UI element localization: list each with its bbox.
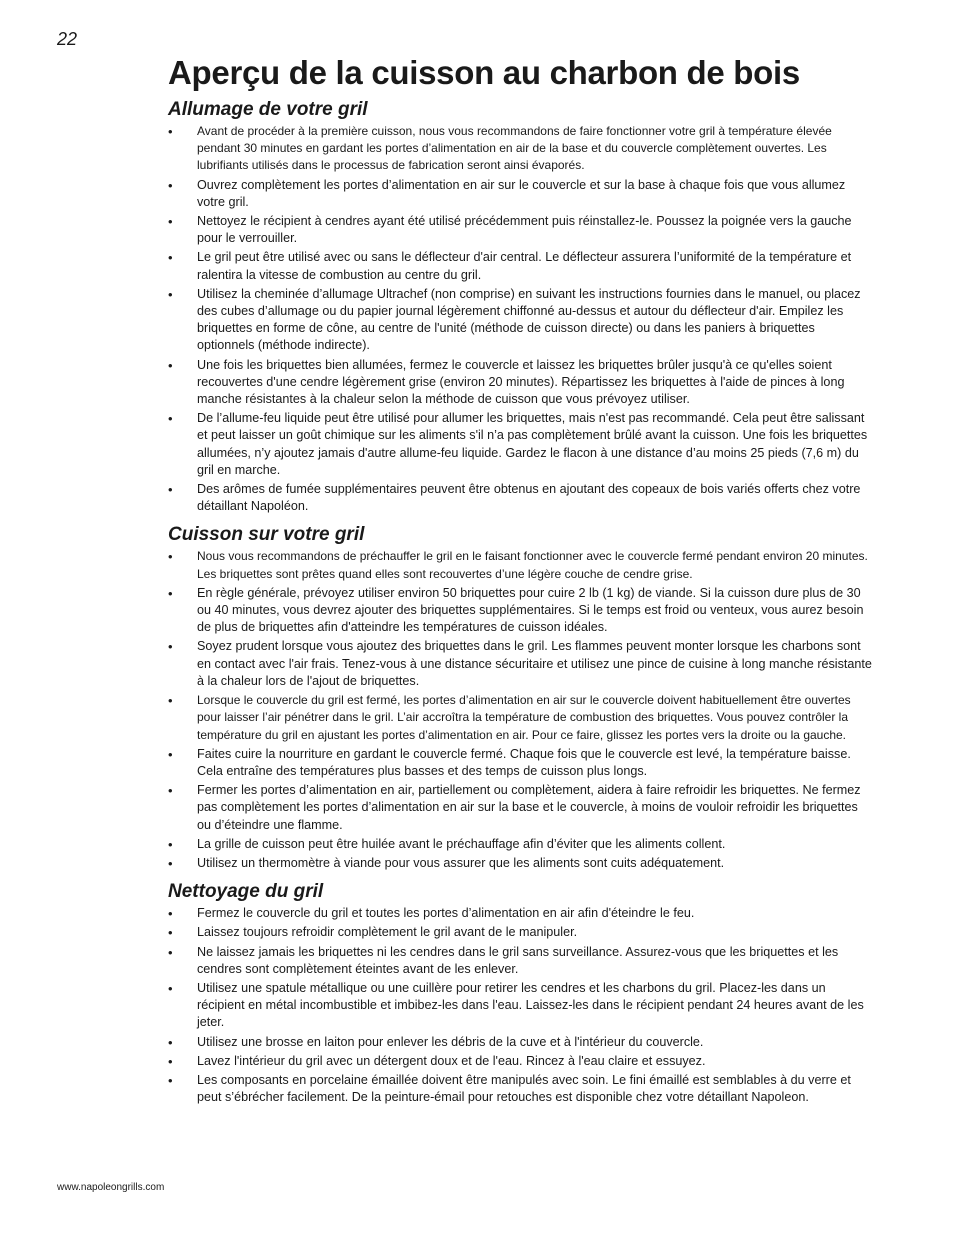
- list-item: • Les composants en porcelaine émaillée doivent être manipulés avec soin. Le fini émaillé est semblables à du verre et peut s’ébrécher facilement. De la peinture-émail pour retouches est disponible chez votre détaillant Napoleon.: [168, 1072, 872, 1106]
- list-item: • Soyez prudent lorsque vous ajoutez des briquettes dans le gril. Les flammes peuvent monter lorsque les charbons sont en contact avec l'air frais. Tenez-vous à une distance sécuritaire et utilisez une pince de cuisine à long manche résistante à la chaleur lors de l'ajout de briquettes.: [168, 638, 872, 690]
- list-item: • Nous vous recommandons de préchauffer le gril en le faisant fonctionner avec le couvercle fermé pendant environ 20 minutes. Les briquettes sont prêtes quand elles sont recouvertes d’une légère couche de cendre grise.: [168, 548, 872, 582]
- bullet-list: [168, 548, 872, 872]
- list-item: • Utilisez un thermomètre à viande pour vous assurer que les aliments sont cuits adéquatement.: [168, 855, 872, 872]
- list-item: • Nettoyez le récipient à cendres ayant été utilisé précédemment puis réinstallez-le. Poussez la poignée vers la gauche pour le verrouiller.: [168, 213, 872, 247]
- footer-url: www.napoleongrills.com: [57, 1182, 165, 1193]
- bullet-list: [168, 905, 872, 1106]
- list-item: • Laissez toujours refroidir complètement le gril avant de le manipuler.: [168, 924, 872, 941]
- list-item: • Utilisez une brosse en laiton pour enlever les débris de la cuve et à l'intérieur du couvercle.: [168, 1034, 872, 1051]
- section-heading: Allumage de votre gril: [168, 99, 368, 120]
- list-item: • Ne laissez jamais les briquettes ni les cendres dans le gril sans surveillance. Assurez-vous que les briquettes et les cendres sont complètement éteintes avant de les enlever.: [168, 944, 872, 978]
- section-allumage: [168, 99, 872, 515]
- list-item: • Utilisez la cheminée d’allumage Ultrachef (non comprise) en suivant les instructions fournies dans le manuel, ou placez des cubes d’allumage ou du papier journal légèrement chiffonné au-dessus et autour du déflecteur d'air. Empilez les briquettes en forme de cône, au centre de l'unité (méthode de cuisson directe) ou dans les paniers à briquettes optionnels (méthode indirecte).: [168, 286, 872, 355]
- list-item: • Fermer les portes d’alimentation en air, partiellement ou complètement, aidera à faire refroidir les briquettes. Ne fermez pas complètement les portes d’alimentation en air sur la base et le couvercle, à moins de vouloir refroidir les briquettes ou d’éteindre une flamme.: [168, 782, 872, 834]
- bullet-list: [168, 123, 872, 515]
- list-item: • Lavez l'intérieur du gril avec un détergent doux et de l'eau. Rincez à l'eau claire et essuyez.: [168, 1053, 872, 1070]
- section-heading: Cuisson sur votre gril: [168, 524, 365, 546]
- list-item: • Une fois les briquettes bien allumées, fermez le couvercle et laissez les briquettes brûler jusqu'à ce qu'elles soient recouvertes d'une cendre légèrement grise (environ 20 minutes). Répartissez les briquettes à l'aide de pinces à long manche résistantes à la chaleur selon la méthode de cuisson que vous prévoyez utiliser.: [168, 357, 872, 409]
- list-item: • Des arômes de fumée supplémentaires peuvent être obtenus en ajoutant des copeaux de bois variés offerts chez votre détaillant Napoléon.: [168, 481, 872, 515]
- section-nettoyage: [168, 881, 872, 1106]
- list-item: • De l’allume-feu liquide peut être utilisé pour allumer les briquettes, mais n'est pas recommandé. Cela peut être salissant et peut laisser un goût chimique sur les aliments s'il n’a pas complètement brûlé avant la cuisson. Une fois les briquettes allumées, n’y ajoutez jamais d'autre allume-feu liquide. Gardez le flacon à une distance d’au moins 25 pieds (7,6 m) du gril en marche.: [168, 410, 872, 479]
- list-item: • En règle générale, prévoyez utiliser environ 50 briquettes pour cuire 2 lb (1 kg) de viande. Si la cuisson dure plus de 30 ou 40 minutes, vous devrez ajouter des briquettes supplémentaires. Si le temps est froid ou venteux, vous aurez besoin de plus de briquettes afin d'atteindre les températures de cuisson idéales.: [168, 585, 872, 637]
- page-number: 22: [57, 29, 78, 49]
- page-title: Aperçu de la cuisson au charbon de bois: [168, 54, 800, 91]
- list-item: • Avant de procéder à la première cuisson, nous vous recommandons de faire fonctionner votre gril à température élevée pendant 30 minutes en gardant les portes d’alimentation en air de la base et du couvercle complètement ouvertes. Les lubrifiants utilisés dans le processus de fabrication seront ainsi évaporés.: [168, 123, 872, 175]
- section-cuisson: [168, 524, 872, 872]
- list-item: • Fermez le couvercle du gril et toutes les portes d’alimentation en air afin d'éteindre le feu.: [168, 905, 872, 922]
- list-item: • La grille de cuisson peut être huilée avant le préchauffage afin d’éviter que les aliments collent.: [168, 836, 872, 853]
- list-item: • Utilisez une spatule métallique ou une cuillère pour retirer les cendres et les charbons du gril. Placez-les dans un récipient en métal incombustible et imbibez-les dans l'eau. Laissez-les dans le récipient pendant 24 heures avant de les jeter.: [168, 980, 872, 1032]
- section-heading: Nettoyage du gril: [168, 881, 324, 903]
- list-item: • Faites cuire la nourriture en gardant le couvercle fermé. Chaque fois que le couvercle est levé, la température baisse. Cela entraîne des températures plus basses et des temps de cuisson plus longs.: [168, 746, 872, 780]
- list-item: • Lorsque le couvercle du gril est fermé, les portes d’alimentation en air sur le couvercle doivent habituellement être ouvertes pour laisser l’air pénétrer dans le gril. L’air accroîtra la température de combustion des briquettes. Vous pouvez contrôler la température du gril en ajustant les portes d’alimentation en air. Pour ce faire, glissez les portes vers la droite ou la gauche.: [168, 692, 872, 744]
- page-content: [168, 54, 872, 1108]
- list-item: • Ouvrez complètement les portes d’alimentation en air sur le couvercle et sur la base à chaque fois que vous allumez votre gril.: [168, 177, 872, 211]
- list-item: • Le gril peut être utilisé avec ou sans le déflecteur d'air central. Le déflecteur assurera l’uniformité de la température et ralentira la vitesse de combustion au centre du gril.: [168, 249, 872, 283]
